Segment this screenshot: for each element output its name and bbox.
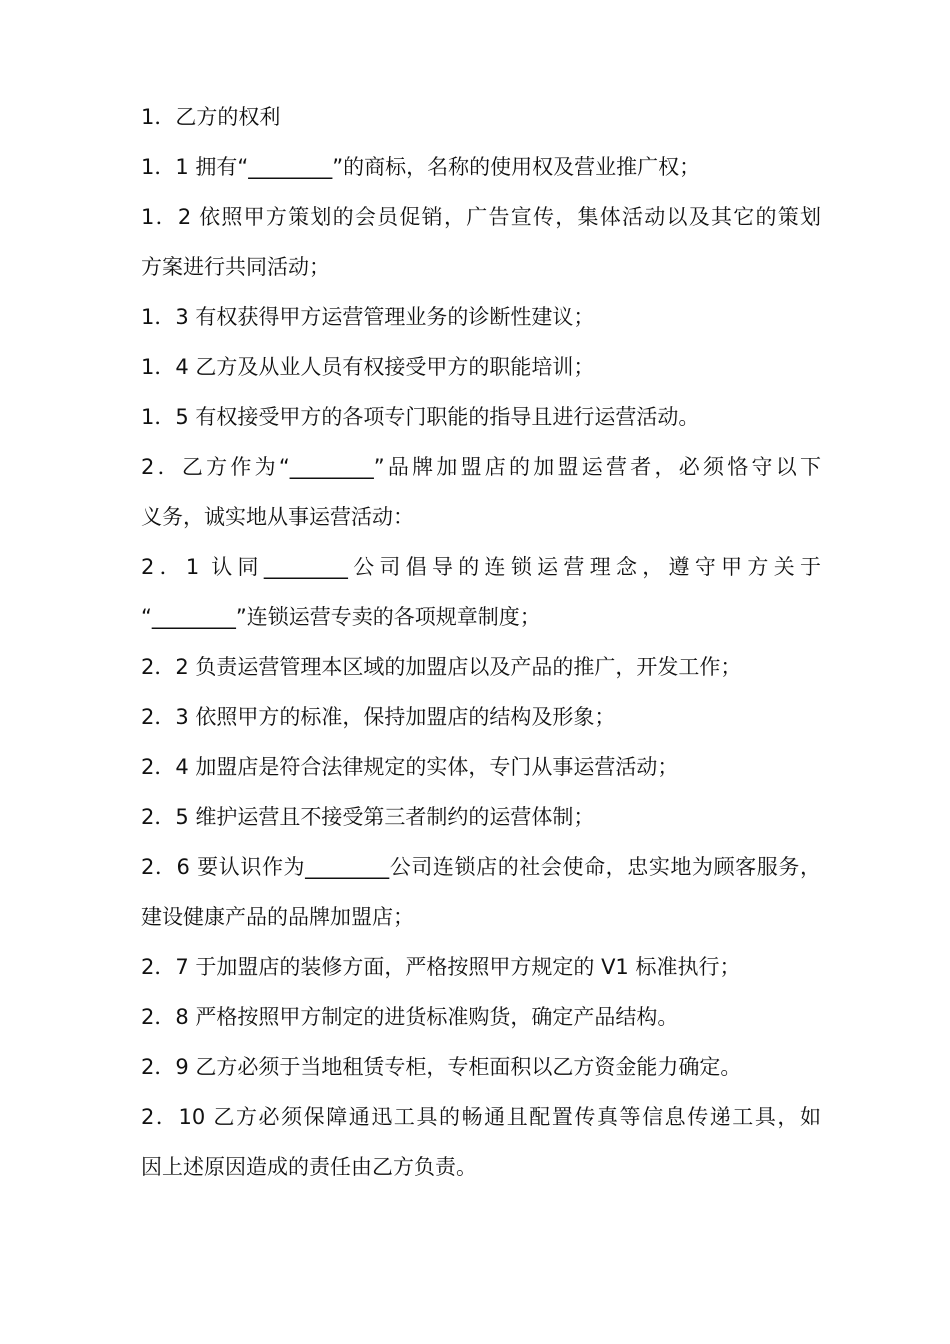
clause-2-1-continued: “________”连锁运营专卖的各项规章制度； <box>141 605 541 629</box>
document-body <box>141 92 821 1192</box>
clause-2-6: 2．6 要认识作为________公司连锁店的社会使命，忠实地为顾客服务， <box>141 855 821 879</box>
clause-2-8: 2．8 严格按照甲方制定的进货标准购货，确定产品结构。 <box>141 1005 679 1029</box>
clause-2-7: 2．7 于加盟店的装修方面，严格按照甲方规定的 V1 标准执行； <box>141 955 741 979</box>
clause-1-5: 1．5 有权接受甲方的各项专门职能的指导且进行运营活动。 <box>141 405 700 429</box>
clause-2-6-continued: 建设健康产品的品牌加盟店； <box>141 905 414 929</box>
clause-2-10-continued: 因上述原因造成的责任由乙方负责。 <box>141 1155 477 1179</box>
clause-1-2-continued: 方案进行共同活动； <box>141 255 330 279</box>
clause-2-5: 2．5 维护运营且不接受第三者制约的运营体制； <box>141 805 595 829</box>
clause-2-1: 2．1 认同________公司倡导的连锁运营理念，遵守甲方关于 <box>141 555 821 579</box>
clause-1-1: 1．1 拥有“________”的商标，名称的使用权及营业推广权； <box>141 155 701 179</box>
clause-1-4: 1．4 乙方及从业人员有权接受甲方的职能培训； <box>141 355 595 379</box>
clause-1-3: 1．3 有权获得甲方运营管理业务的诊断性建议； <box>141 305 595 329</box>
section-heading-obligations-continued: 义务，诚实地从事运营活动： <box>141 505 414 529</box>
clause-2-3: 2．3 依照甲方的标准，保持加盟店的结构及形象； <box>141 705 616 729</box>
section-heading-obligations: 2．乙方作为“________”品牌加盟店的加盟运营者，必须恪守以下 <box>141 455 821 479</box>
clause-2-9: 2．9 乙方必须于当地租赁专柜，专柜面积以乙方资金能力确定。 <box>141 1055 742 1079</box>
clause-2-4: 2．4 加盟店是符合法律规定的实体，专门从事运营活动； <box>141 755 679 779</box>
clause-1-2: 1．2 依照甲方策划的会员促销，广告宣传，集体活动以及其它的策划 <box>141 205 821 229</box>
section-heading-rights: 1．乙方的权利 <box>141 105 281 129</box>
clause-2-2: 2．2 负责运营管理本区域的加盟店以及产品的推广，开发工作； <box>141 655 742 679</box>
clause-2-10: 2．10 乙方必须保障通迅工具的畅通且配置传真等信息传递工具，如 <box>141 1105 821 1129</box>
